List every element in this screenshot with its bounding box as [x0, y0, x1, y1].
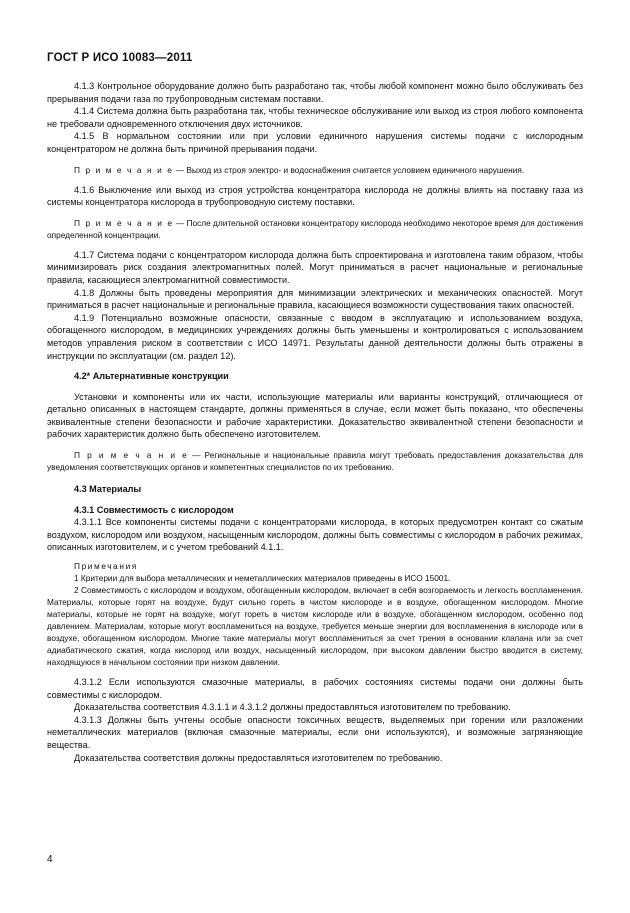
clause-4-1-8: 4.1.8 Должны быть проведены мероприятия для минимизации электрических и механических опасностей. Могут приниматься в расчет национальные и региональные правила, касающиеся возможности существования таких опасностей. — [47, 287, 583, 311]
note-3 — [47, 449, 583, 473]
note-text: — Выход из строя электро- и водоснабжения считается условием единичного нарушения. — [173, 164, 525, 175]
section-heading-4-3: 4.3 Материалы — [74, 484, 142, 495]
clause-4-3-1-3: 4.3.1.3 Должны быть учтены особые опасности токсичных веществ, выделяемых при горении или разложении неметаллических материалов (включая смазочные материалы, если они используются), и возможные загрязняющие вещества. — [47, 714, 583, 750]
note-2 — [47, 217, 583, 241]
clause-4-3-1-2: 4.3.1.2 Если используются смазочные материалы, в рабочих состояниях системы подачи они должны быть совместимы с кислородом. — [47, 677, 583, 700]
note-text: — Региональные и национальные правила могут требовать предоставления доказательства для уведомления соответствующих органов и компетентных специалистов по их требованию. — [47, 450, 583, 473]
subsection-heading-4-3-1: 4.3.1 Совместимость с кислородом — [74, 504, 234, 515]
clause-4-3-1-3-evidence: Доказательства соответствия должны предоставляться изготовителем по требованию. — [74, 752, 443, 763]
clause-4-1-9: 4.1.9 Потенциально возможные опасности, связанные с вводом в эксплуатацию и использованием воздуха, обогащенного кислородом, в медицинских учреждениях должны быть уменьшены и контролироваться с использованием методов управления риском в соответствии с ИСО 14971. Результаты данной деятельности должны быть отражены в инструкции по эксплуатации (см. раздел 12). — [47, 312, 583, 361]
page-header: ГОСТ Р ИСО 10083—2011 — [47, 52, 193, 64]
clause-4-3-1-2-evidence: Доказательства соответствия 4.3.1.1 и 4.3.1.2 должны предоставляться изготовителем по требованию. — [74, 702, 511, 713]
document-body — [47, 80, 583, 764]
note-item-1: 1 Критерии для выбора металлических и неметаллических материалов приведены в ИСО 15001. — [74, 573, 451, 584]
note-label: П р и м е ч а н и е — [74, 450, 189, 461]
clause-4-1-7: 4.1.7 Система подачи с концентратором кислорода должна быть спроектирована и изготовлена таким образом, чтобы минимизировать риск создания электромагнитных полей. Могут приниматься в расчет национальные и региональные правила, касающиеся электромагнитной совместимости. — [47, 249, 583, 285]
note-1 — [47, 164, 583, 176]
clause-4-3-1-1: 4.3.1.1 Все компоненты системы подачи с концентраторами кислорода, в которых предусмотрен контакт со сжатым воздухом, кислородом или воздухом, насыщенным кислородом, должны быть совместимы с кислородом в рабочих режимах, описанных изготовителем, и с учетом требований 4.1.1. — [47, 517, 583, 553]
notes-title: Примечания — [74, 561, 138, 572]
clause-4-1-5: 4.1.5 В нормальном состоянии или при условии единичного нарушения системы подачи с кислородным концентратором не должна быть причиной прерывания подачи. — [47, 131, 583, 154]
clause-4-1-3: 4.1.3 Контрольное оборудование должно быть разработано так, чтобы любой компонент можно было обслуживать без прерывания подачи газа по трубопроводным системам поставки. — [47, 81, 583, 104]
clause-4-1-4: 4.1.4 Система должна быть разработана так, чтобы техническое обслуживание или выход из строя любого компонента не требовали одновременного отключения двух источников. — [47, 106, 583, 129]
clause-4-2-text: Установки и компоненты или их части, использующие материалы или варианты конструкций, отличающиеся от детально описанных в настоящем стандарте, должны применяться в случае, если может быть показано, что обеспечены эквивалентные степени безопасности и рабочие характеристики. Доказательство эквивалентной степени безопасности и рабочих характеристик должно быть обеспечено изготовителем. — [47, 391, 583, 440]
section-heading-4-2: 4.2* Альтернативные конструкции — [74, 371, 229, 382]
page-number: 4 — [47, 854, 53, 865]
note-text: — После длительной остановки концентратору кислорода необходимо некоторое время для достижения определенной концентрации. — [47, 217, 583, 240]
note-label: П р и м е ч а н и е — [74, 164, 174, 175]
note-label: П р и м е ч а н и е — [74, 217, 174, 228]
clause-4-1-6: 4.1.6 Выключение или выход из строя устройства концентратора кислорода не должны влиять на поставку газа из системы концентратора кислорода в трубопроводную систему поставки. — [47, 184, 583, 208]
note-item-2: 2 Совместимость с кислородом и воздухом, обогащенным кислородом, включает в себя возгораемость и легкость воспламенения. Материалы, которые горят на воздухе, будут сильно гореть в чистом кислороде и в воздухе, обогащенном кислородом. Многие материалы, которые не горят на воздухе, могут гореть в чистом кислороде или в воздухе, обогащенном кислородом, особенно под давлением. Материалам, которые могут воспламениться на воздухе, требуется меньше энергии для воспламенения в кислороде или в воздухе, обогащенном кислородом. Многие такие материалы могут воспламениться за счет трения в основании клапана или за счет адиабатического сжатия, когда кислород или воздух, насыщенный кислородом, при высоком давлении быстро вводится в систему, находящуюся в начальном состоянии при низком давлении. — [47, 585, 583, 668]
